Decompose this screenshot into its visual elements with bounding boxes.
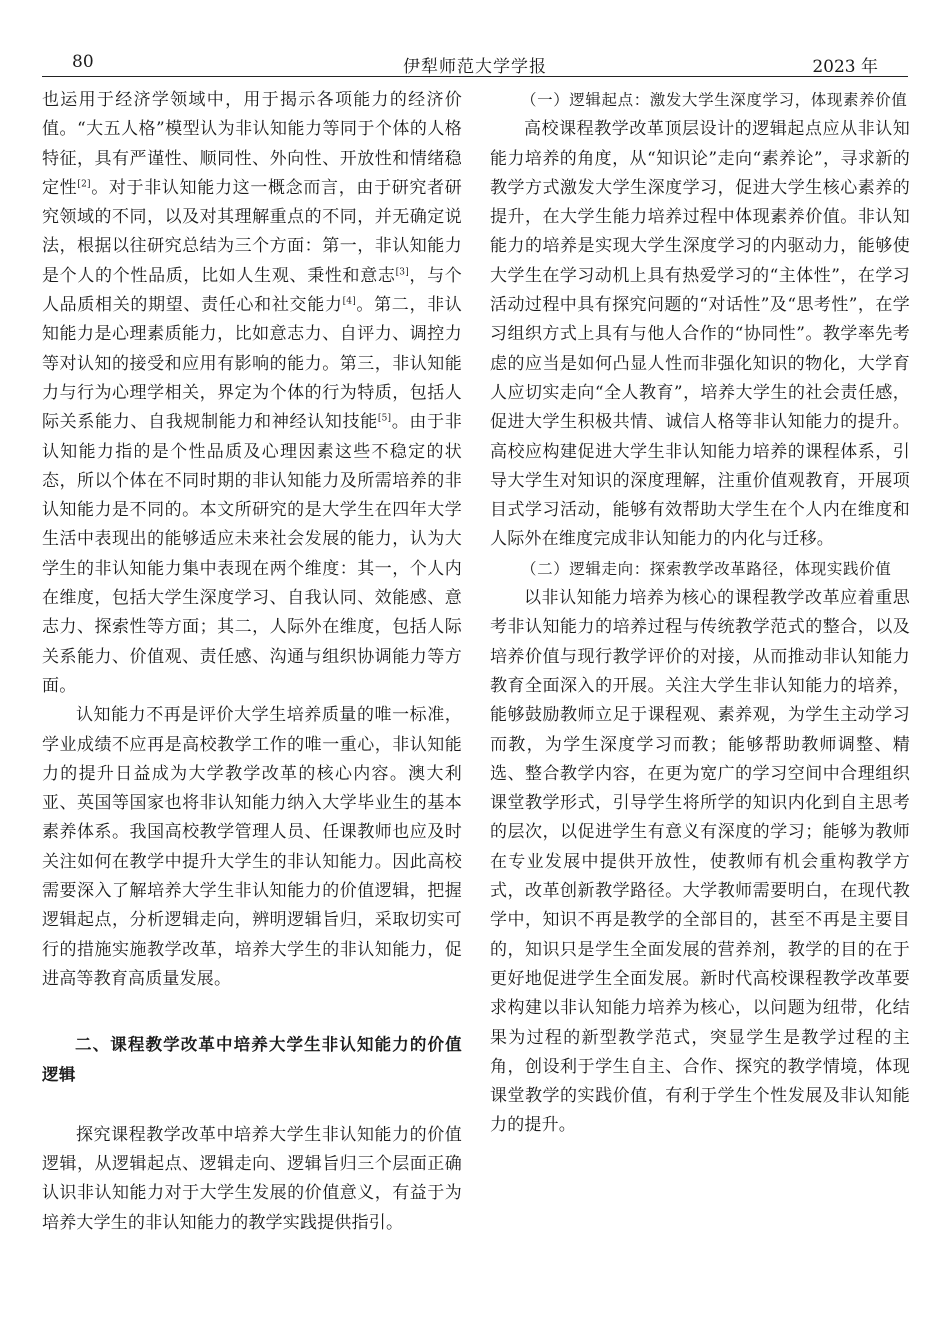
text-run: 。对于非认知能力这一概念而言，由于研究者研究领域的不同，以及对其理解重点的不同，并无确定说法，根据以往研究总结为三个方面：第一，非认知能力是个人的个性品质，比如人生观、秉性和意志	[42, 177, 462, 286]
subsection-title-2: （二）逻辑走向：探索教学改革路径，体现实践价值	[521, 559, 892, 578]
text-run: 。由于非认知能力指的是个性品质及心理因素这些不稳定的状态，所以个体在不同时期的非认知能力及所需培养的非认知能力是不同的。本文所研究的是大学生在四年大学生活中表现出的能够适应未来社会发展的能力，认为大学生的非认知能力集中表现在两个维度：其一，个人内在维度，包括大学生深度学习、自我认同、效能感、意志力、探索性等方面；其二，人际外在维度，包括人际关系能力、价值观、责任感、沟通与组织协调能力等方面。	[42, 412, 462, 696]
publication-year: 2023 年	[812, 57, 878, 77]
paragraph-continued	[42, 86, 462, 701]
text-run: 也运用于经济学领域中，用于揭示各项能力的经济价值。“大五人格”模型认为非认知能力等同于个体的人格特征，具有严谨性、顺同性、外向性、开放性和情绪稳定性	[42, 90, 462, 198]
paragraph-logic-start: 高校课程教学改革顶层设计的逻辑起点应从非认知能力培养的角度，从“知识论”走向“素养论”，寻求新的教学方式激发大学生深度学习，促进大学生核心素养的提升，在大学生能力培养过程中体现素养价值。非认知能力的培养是实现大学生深度学习的内驱动力，能够使大学生在学习动机上具有热爱学习的“主体性”，在学习活动过程中具有探究问题的“对话性”及“思考性”，在学习组织方式上具有与他人合作的“协同性”。教学率先考虑的应当是如何凸显人性而非强化知识的物化，大学育人应切实走向“全人教育”，培养大学生的社会责任感，促进大学生积极共情、诚信人格等非认知能力的提升。高校应构建促进大学生非认知能力培养的课程体系，引导大学生对知识的深度理解，注重价值观教育，开展项目式学习活动，能够有效帮助大学生在个人内在维度和人际外在维度完成非认知能力的内化与迁移。	[490, 119, 910, 550]
left-column	[42, 86, 462, 1238]
citation-4: [4]	[342, 296, 356, 307]
section-title: 二、课程教学改革中培养大学生非认知能力的价值逻辑	[42, 1035, 462, 1084]
paragraph-logic-direction: 以非认知能力培养为核心的课程教学改革应着重思考非认知能力的培养过程与传统教学范式的整合，以及培养价值与现行教学评价的对接，从而推动非认知能力教育全面深入的开展。关注大学生非认知能力的培养，能够鼓励教师立足于课程观、素养观，为学生主动学习而教，为学生深度学习而教；能够帮助教师调整、精选、整合教学内容，在更为宽广的学习空间中合理组织课堂教学形式，引导学生将所学的知识内化到自主思考的层次，以促进学生有意义有深度的学习；能够为教师在专业发展中提供开放性，使教师有机会重构教学方式，改革创新教学路径。大学教师需要明白，在现代教学中，知识不再是教学的全部目的，甚至不再是主要目的，知识只是学生全面发展的营养剂，教学的目的在于更好地促进学生全面发展。新时代高校课程教学改革要求构建以非认知能力培养为核心，以问题为纽带，化结果为过程的新型教学范式，突显学生是教学过程的主角，创设利于学生自主、合作、探究的教学情境，体现课堂教学的实践价值，有利于学生个性发展及非认知能力的提升。	[490, 588, 910, 1136]
text-run: ，与个人品质相关的期望、责任心和社交能力	[42, 265, 462, 316]
journal-title: 伊犁师范大学学报	[403, 57, 547, 77]
citation-2: [2]	[77, 179, 91, 190]
subsection-title-1: （一）逻辑起点：激发大学生深度学习，体现素养价值	[521, 91, 908, 109]
text-run: 。第二，非认知能力是心理素质能力，比如意志力、自评力、调控力等对认知的接受和应用有影响的能力。第三，非认知能力与行为心理学相关，界定为个体的行为特质，包括人际关系能力、自我规制能力和神经认知技能	[42, 295, 462, 433]
page-number: 80	[72, 52, 94, 72]
paragraph-section-intro: 探究课程教学改革中培养大学生非认知能力的价值逻辑，从逻辑起点、逻辑走向、逻辑旨归三个层面正确认识非认知能力对于大学生发展的价值意义，有益于为培养大学生的非认知能力的教学实践提供指引。	[42, 1124, 462, 1233]
citation-3: [3]	[395, 267, 409, 278]
right-column	[490, 86, 910, 1141]
paragraph-cognitive-ability: 认知能力不再是评价大学生培养质量的唯一标准，学业成绩不应再是高校教学工作的唯一重心，非认知能力的提升日益成为大学教学改革的核心内容。澳大利亚、英国等国家也将非认知能力纳入大学毕业生的基本素养体系。我国高校教学管理人员、任课教师也应及时关注如何在教学中提升大学生的非认知能力。因此高校需要深入了解培养大学生非认知能力的价值逻辑，把握逻辑起点，分析逻辑走向，辨明逻辑旨归，采取切实可行的措施实施教学改革，培养大学生的非认知能力，促进高等教育高质量发展。	[42, 705, 462, 989]
citation-5: [5]	[377, 413, 392, 424]
page-header	[42, 50, 908, 77]
